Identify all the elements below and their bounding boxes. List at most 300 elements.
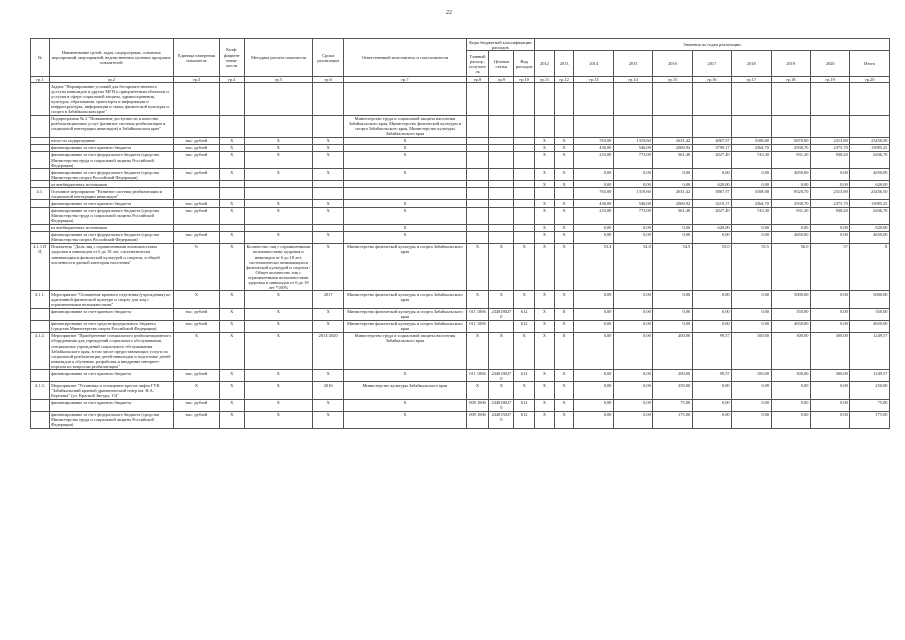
table-row — [31, 224, 890, 231]
cell-value: 0,00 — [732, 181, 771, 188]
cell-value: 13985,25 — [850, 144, 890, 151]
cell-kbk-2: X — [489, 382, 514, 399]
cell-value — [850, 115, 890, 137]
cell-name: из внебюджетных источников — [49, 181, 173, 188]
year-col-header: 2018 — [732, 51, 771, 77]
cell-value: 175,00 — [653, 411, 692, 428]
cell-value: 0,00 — [574, 181, 613, 188]
cell-value: X — [535, 207, 555, 224]
cell-responsible: Министерство труда и социальной защиты населения Забайкальского края, Министерство физической культуры и спорта Забайкальского края, Министерство культуры Забайкальского края — [344, 115, 466, 137]
cell-value: X — [554, 200, 574, 207]
cell-num — [31, 207, 50, 224]
cell-kbk-3 — [514, 144, 535, 151]
column-number: гр.15 — [653, 77, 692, 83]
cell-name: Показатель "Доля лиц с ограниченными возможностями здоровья и инвалидов от 6 до 18 лет, систематически занимающихся физической культурой и спортом, в общей численности данной категории населения" — [49, 243, 173, 291]
table-row — [31, 332, 890, 369]
year-col-header: 2019 — [771, 51, 810, 77]
cell-kbk-1: 009 1006 — [466, 411, 489, 428]
cell-unit — [174, 188, 220, 200]
cell-value: 546,00 — [613, 200, 652, 207]
cell-responsible: X — [344, 169, 466, 181]
cell-value: 300,00 — [810, 332, 849, 369]
year-col-header: 2020 — [810, 51, 849, 77]
cell-unit: X — [174, 382, 220, 399]
cell-unit: тыс. рублей — [174, 151, 220, 168]
col-num-header: № — [31, 39, 50, 77]
cell-value: 0,00 — [613, 308, 652, 320]
cell-value: 0,00 — [732, 382, 771, 399]
cell-method: X — [244, 207, 312, 224]
cell-value: 2027,40 — [692, 207, 731, 224]
cell-kbk-3: X — [514, 291, 535, 308]
cell-coef — [219, 188, 244, 200]
cell-responsible: Министерство культуры Забайкальского края — [344, 382, 466, 399]
col-responsible-header: Ответственный исполнитель и соисполнители — [344, 39, 466, 77]
cell-method — [244, 224, 312, 231]
cell-value: 620,00 — [850, 224, 890, 231]
cell-terms: X — [313, 308, 344, 320]
column-number: гр.8 — [466, 77, 489, 83]
cell-num: 4.1.2. — [31, 332, 50, 369]
cell-value: 0,00 — [692, 411, 731, 428]
cell-value: 54,5 — [653, 243, 692, 291]
table-row — [31, 399, 890, 411]
cell-value — [850, 83, 890, 115]
column-number: гр.7 — [344, 77, 466, 83]
cell-value: 53,4 — [574, 243, 613, 291]
cell-value: X — [535, 382, 555, 399]
cell-terms: X — [313, 151, 344, 168]
cell-method: X — [244, 332, 312, 369]
cell-responsible: X — [344, 231, 466, 243]
cell-value: 2364,70 — [732, 144, 771, 151]
cell-num — [31, 144, 50, 151]
kbk-col-header: Вид расходов — [514, 51, 535, 77]
cell-value: 99,57 — [692, 332, 731, 369]
cell-value — [574, 115, 613, 137]
cell-terms: X — [313, 144, 344, 151]
cell-value: 4650,00 — [850, 169, 890, 181]
cell-value: 3108,60 — [732, 137, 771, 144]
cell-value: X — [535, 332, 555, 369]
cell-responsible: X — [344, 224, 466, 231]
cell-value: 0,00 — [613, 231, 652, 243]
cell-value: 620,00 — [692, 224, 731, 231]
cell-terms — [313, 181, 344, 188]
cell-value: 0,00 — [653, 181, 692, 188]
cell-value: X — [535, 243, 555, 291]
cell-value: X — [535, 308, 555, 320]
cell-value: X — [554, 411, 574, 428]
cell-value: 0,00 — [732, 291, 771, 308]
cell-method — [244, 181, 312, 188]
cell-kbk-3 — [514, 224, 535, 231]
cell-value: X — [554, 137, 574, 144]
cell-responsible: Министерство физической культуры и спорта Забайкальского края — [344, 243, 466, 291]
cell-kbk-3 — [514, 200, 535, 207]
cell-value: X — [554, 231, 574, 243]
cell-value: 0,00 — [613, 291, 652, 308]
cell-kbk-1: X — [466, 291, 489, 308]
cell-value: 0,00 — [653, 169, 692, 181]
cell-kbk-1 — [466, 115, 489, 137]
cell-terms — [313, 224, 344, 231]
cell-value: X — [554, 181, 574, 188]
cell-value — [535, 188, 555, 200]
cell-value: 54,0 — [613, 243, 652, 291]
cell-value — [535, 115, 555, 137]
cell-value: 0,00 — [692, 169, 731, 181]
year-col-header: 2017 — [692, 51, 731, 77]
cell-kbk-3: 612 — [514, 399, 535, 411]
cell-num: 4.1. — [31, 188, 50, 200]
cell-value: 0,00 — [613, 181, 652, 188]
cell-name: Мероприятие "Оснащение краевого отделения (учреждения) по адаптивной физической культуре и спорту для лиц с ограниченными возможностями" — [49, 291, 173, 308]
table-row — [31, 382, 890, 399]
cell-value: X — [535, 200, 555, 207]
cell-value: 56,0 — [771, 243, 810, 291]
cell-coef — [219, 83, 244, 115]
cell-value: 620,00 — [850, 181, 890, 188]
cell-value: 0,00 — [692, 382, 731, 399]
cell-num — [31, 151, 50, 168]
cell-num: 4.1.3. — [31, 382, 50, 399]
cell-num — [31, 169, 50, 181]
cell-name: Мероприятие "Приобретение специального реабилитационного оборудования для учреждений социального обслуживания, специальных учреждений социального обслуживания Забайкальского края, в том числе предоставляющих услуги по социальной реабилитации детей-инвалидов и подготовке детей-инвалидов к обучению, разработка и внедрение интернет-портала по вопросам реабилитации" — [49, 332, 173, 369]
cell-value: 0,00 — [692, 399, 731, 411]
cell-kbk-2: 2440180270 — [489, 399, 514, 411]
column-number: гр.16 — [692, 77, 731, 83]
cell-value: 75,00 — [653, 399, 692, 411]
cell-value: 75,00 — [850, 399, 890, 411]
cell-value: 0,00 — [692, 291, 731, 308]
kbk-col-header: Целевая статья — [489, 51, 514, 77]
column-number: гр.4 — [219, 77, 244, 83]
cell-value: 6206,70 — [850, 151, 890, 168]
cell-value — [653, 83, 692, 115]
cell-value: 0,00 — [771, 224, 810, 231]
cell-responsible: X — [344, 137, 466, 144]
cell-value: 0,00 — [653, 320, 692, 332]
col-method-header: Методика расчета показателя — [244, 39, 312, 77]
cell-value: 0,00 — [613, 399, 652, 411]
page-number: 22 — [446, 10, 452, 16]
cell-value: 55,0 — [692, 243, 731, 291]
cell-kbk-3: 612 — [514, 370, 535, 382]
cell-terms: 2016 — [313, 382, 344, 399]
cell-kbk-3: 612 — [514, 411, 535, 428]
cell-value: 0,00 — [653, 291, 692, 308]
cell-value: 0,00 — [810, 291, 849, 308]
cell-name: финансирование за счет краевого бюджета — [49, 308, 173, 320]
column-number: гр.13 — [574, 77, 613, 83]
cell-value: 57 — [810, 243, 849, 291]
cell-value: 0,00 — [771, 399, 810, 411]
cell-value: X — [554, 144, 574, 151]
cell-kbk-3: X — [514, 332, 535, 369]
cell-value: 546,00 — [613, 144, 652, 151]
year-col-header: 2012 — [535, 51, 555, 77]
cell-kbk-2 — [489, 231, 514, 243]
kbk-col-header: Главный распор., получатель — [466, 51, 489, 77]
cell-value: 0,00 — [692, 320, 731, 332]
cell-coef: X — [219, 144, 244, 151]
cell-value: 350,00 — [771, 308, 810, 320]
cell-method: X — [244, 137, 312, 144]
cell-kbk-2 — [489, 224, 514, 231]
cell-name: финансирование за счет краевого бюджета — [49, 370, 173, 382]
cell-value: X — [535, 399, 555, 411]
cell-kbk-3 — [514, 188, 535, 200]
cell-name: Задача "Формирование условий для беспрепятственного доступа инвалидов и других МГН к приоритетным объектам и услугам в сфере социальной защиты, здравоохранения, культуры, образования, транспорта и информации и инфраструктуры, информации и связи, физической культуры и спорта в Забайкальском крае" — [49, 83, 173, 115]
cell-value: 0,00 — [810, 320, 849, 332]
cell-value: 561,40 — [653, 207, 692, 224]
cell-value: X — [554, 370, 574, 382]
cell-terms: X — [313, 137, 344, 144]
cell-unit — [174, 83, 220, 115]
cell-value: 2313,80 — [810, 188, 849, 200]
cell-num — [31, 308, 50, 320]
table-row — [31, 207, 890, 224]
cell-kbk-1 — [466, 207, 489, 224]
column-number: гр.3 — [174, 77, 220, 83]
cell-value: 0,00 — [692, 308, 731, 320]
cell-value: 0,00 — [613, 169, 652, 181]
table-row — [31, 320, 890, 332]
cell-unit: тыс. рублей — [174, 308, 220, 320]
cell-unit: тыс. рублей — [174, 320, 220, 332]
cell-value — [613, 83, 652, 115]
cell-method: X — [244, 144, 312, 151]
cell-value: 99,57 — [692, 370, 731, 382]
cell-kbk-3 — [514, 137, 535, 144]
cell-responsible: Министерство физической культуры и спорта Забайкальского края — [344, 320, 466, 332]
year-col-header: 2014 — [574, 51, 613, 77]
cell-kbk-2 — [489, 115, 514, 137]
cell-kbk-2: X — [489, 332, 514, 369]
cell-coef — [219, 115, 244, 137]
cell-kbk-3 — [514, 181, 535, 188]
cell-coef: X — [219, 137, 244, 144]
table-row — [31, 181, 890, 188]
cell-num — [31, 137, 50, 144]
cell-kbk-3 — [514, 169, 535, 181]
cell-value: 55,5 — [732, 243, 771, 291]
col-coef-header: Коэф-фициент значи-мости — [219, 39, 244, 77]
cell-value: 4867,57 — [692, 137, 731, 144]
cell-method: X — [244, 370, 312, 382]
cell-value: 5000,00 — [850, 291, 890, 308]
cell-value: 300,00 — [771, 370, 810, 382]
cell-num — [31, 224, 50, 231]
cell-value: 23456,50 — [850, 188, 890, 200]
table-row — [31, 169, 890, 181]
cell-kbk-1: 011 1006 — [466, 320, 489, 332]
cell-value: 1319,60 — [613, 137, 652, 144]
cell-kbk-1 — [466, 137, 489, 144]
cell-kbk-2 — [489, 181, 514, 188]
cell-value: 0,00 — [613, 332, 652, 369]
cell-terms: X — [313, 243, 344, 291]
cell-value — [810, 115, 849, 137]
cell-unit: % — [174, 243, 220, 291]
cell-value: 2938,70 — [771, 144, 810, 151]
cell-kbk-2: 2440180270 — [489, 370, 514, 382]
cell-method: X — [244, 399, 312, 411]
cell-value: 1319,60 — [613, 188, 652, 200]
cell-method: X — [244, 411, 312, 428]
cell-method: X — [244, 231, 312, 243]
cell-value: 0,00 — [771, 382, 810, 399]
cell-coef: X — [219, 169, 244, 181]
cell-value: 0,00 — [732, 231, 771, 243]
cell-value — [535, 83, 555, 115]
cell-terms: X — [313, 200, 344, 207]
cell-value: 233,00 — [574, 151, 613, 168]
table-row — [31, 151, 890, 168]
column-number: гр.20 — [850, 77, 890, 83]
cell-value — [653, 115, 692, 137]
cell-kbk-1: X — [466, 382, 489, 399]
cell-value: 4650,00 — [850, 320, 890, 332]
cell-kbk-2 — [489, 200, 514, 207]
cell-name: финансирование за счет федерального бюджета (средства Министерства спорта Российской Федерации) — [49, 231, 173, 243]
table-row — [31, 308, 890, 320]
cell-value: X — [554, 399, 574, 411]
cell-method: X — [244, 200, 312, 207]
cell-value — [554, 83, 574, 115]
cell-value: 4650,00 — [771, 231, 810, 243]
cell-value: X — [535, 370, 555, 382]
cell-name: Мероприятие "Установка и оснащение кресла-лифта ГУК "Забайкальский краевой драматический театр им. Н.А. Березина" (ул. Красной Звезды, 13)" — [49, 382, 173, 399]
cell-method — [244, 115, 312, 137]
cell-value: 2069,92 — [653, 200, 692, 207]
cell-value: 2027,40 — [692, 151, 731, 168]
cell-value: 350,00 — [850, 308, 890, 320]
cell-value: 6870,00 — [771, 137, 810, 144]
cell-kbk-2 — [489, 169, 514, 181]
cell-kbk-3 — [514, 231, 535, 243]
cell-unit — [174, 181, 220, 188]
table-row — [31, 83, 890, 115]
table-row — [31, 200, 890, 207]
cell-coef: X — [219, 320, 244, 332]
cell-num — [31, 115, 50, 137]
cell-value: 3799,17 — [692, 144, 731, 151]
cell-kbk-1 — [466, 231, 489, 243]
cell-kbk-2 — [489, 188, 514, 200]
cell-value — [554, 115, 574, 137]
cell-value: 250,00 — [653, 382, 692, 399]
column-number: гр.6 — [313, 77, 344, 83]
cell-value: 0,00 — [810, 181, 849, 188]
cell-value: 620,00 — [692, 181, 731, 188]
cell-terms: X — [313, 169, 344, 181]
cell-responsible: Министерство физической культуры и спорта Забайкальского края — [344, 291, 466, 308]
cell-coef: X — [219, 231, 244, 243]
cell-name: финансирование за счет краевого бюджета — [49, 200, 173, 207]
cell-value: 773,00 — [613, 151, 652, 168]
cell-num — [31, 83, 50, 115]
cell-value: X — [535, 169, 555, 181]
column-number: гр.10 — [514, 77, 535, 83]
cell-value: X — [535, 291, 555, 308]
cell-value — [554, 188, 574, 200]
cell-coef: X — [219, 151, 244, 168]
cell-value: X — [850, 243, 890, 291]
cell-responsible: X — [344, 370, 466, 382]
cell-value: 561,40 — [653, 151, 692, 168]
cell-value: 0,00 — [771, 181, 810, 188]
cell-value: X — [535, 320, 555, 332]
cell-kbk-1 — [466, 224, 489, 231]
cell-kbk-2: 2440180270 — [489, 308, 514, 320]
cell-value — [692, 115, 731, 137]
cell-name: Подпрограмма № 2 "Повышение доступности и качества реабилитационных услуг (развитие системы реабилитации и социальной интеграции инвалидов) в Забайкальском крае" — [49, 115, 173, 137]
cell-value: 0,00 — [574, 169, 613, 181]
cell-kbk-3: X — [514, 243, 535, 291]
cell-coef: X — [219, 399, 244, 411]
cell-terms — [313, 83, 344, 115]
cell-value: 0,00 — [613, 382, 652, 399]
cell-coef: X — [219, 308, 244, 320]
cell-value: 0,00 — [810, 231, 849, 243]
cell-responsible — [344, 83, 466, 115]
cell-num — [31, 200, 50, 207]
table-header — [31, 39, 890, 83]
cell-value: 0,00 — [810, 308, 849, 320]
cell-name: финансирование за счет федерального бюджета (средства Министерства труда и социальной защиты Российской Федерации) — [49, 207, 173, 224]
column-number: гр.17 — [732, 77, 771, 83]
cell-value: 0,00 — [574, 411, 613, 428]
cell-value: 200,00 — [653, 332, 692, 369]
cell-value — [732, 83, 771, 115]
cell-value: X — [554, 291, 574, 308]
cell-unit: тыс. рублей — [174, 169, 220, 181]
cell-value: X — [554, 224, 574, 231]
cell-value: X — [535, 411, 555, 428]
cell-kbk-1: 009 1006 — [466, 399, 489, 411]
cell-value: X — [535, 137, 555, 144]
cell-value: 0,00 — [810, 382, 849, 399]
cell-value: 233,00 — [574, 207, 613, 224]
cell-num: 4.1.1. — [31, 291, 50, 308]
cell-unit: тыс. рублей — [174, 231, 220, 243]
program-table — [30, 38, 890, 429]
cell-method: X — [244, 151, 312, 168]
column-number: гр.11 — [535, 77, 555, 83]
cell-value: 430,00 — [574, 200, 613, 207]
cell-value: 100,00 — [732, 332, 771, 369]
cell-value: 175,00 — [850, 411, 890, 428]
cell-value: 0,00 — [653, 231, 692, 243]
cell-method: X — [244, 320, 312, 332]
cell-value: 0,00 — [613, 370, 652, 382]
cell-value: 0,00 — [574, 382, 613, 399]
cell-coef: X — [219, 291, 244, 308]
cell-unit: тыс. рублей — [174, 411, 220, 428]
cell-kbk-1 — [466, 83, 489, 115]
cell-value: 300,00 — [810, 370, 849, 382]
cell-terms: X — [313, 320, 344, 332]
cell-value: 6206,70 — [850, 207, 890, 224]
cell-value — [771, 115, 810, 137]
cell-terms — [313, 115, 344, 137]
cell-value: 0,00 — [810, 411, 849, 428]
cell-kbk-2 — [489, 151, 514, 168]
cell-value: 4650,00 — [771, 169, 810, 181]
cell-name: финансирование за счет федерального бюджета (средства Министерства труда и социальной защиты Российской Федерации) — [49, 151, 173, 168]
